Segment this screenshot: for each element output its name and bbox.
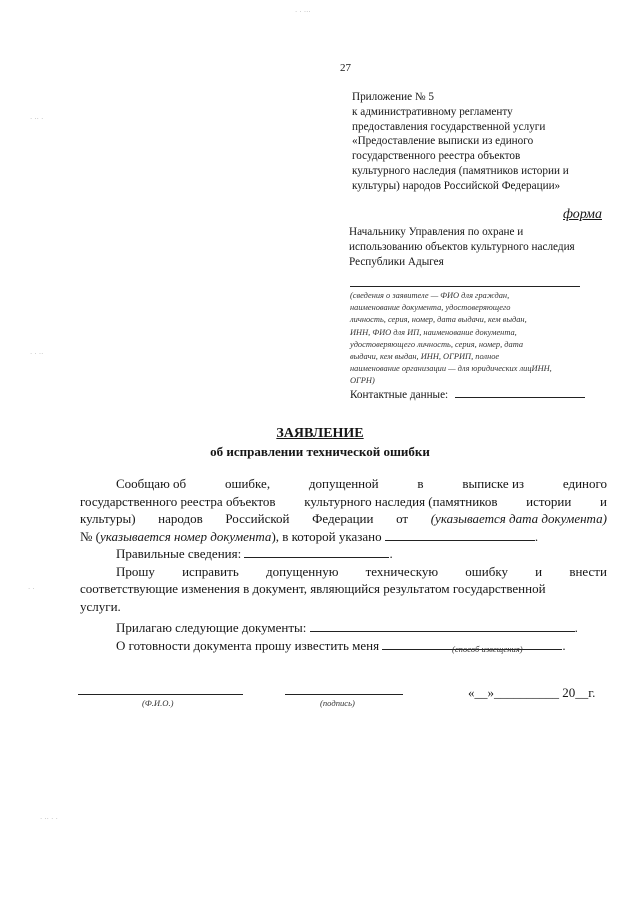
- sender-hint-line: (сведения о заявителе — ФИО для граждан,: [350, 291, 510, 300]
- word: внести: [569, 563, 607, 579]
- sender-hint-line: личность, серия, номер, дата выдачи, кем выдан,: [350, 315, 527, 325]
- notify-label: О готовности документа прошу известить меня: [116, 637, 380, 653]
- fio-hint: (Ф.И.О.): [142, 698, 174, 708]
- appendix-line: к административному регламенту: [352, 105, 513, 118]
- word: культурного наследия (памятников: [304, 493, 498, 509]
- date-field[interactable]: «__»__________ 20__г.: [468, 685, 596, 700]
- recipient-line: Начальнику Управления по охране и: [349, 226, 524, 238]
- document-body: [80, 475, 607, 654]
- body-line: № (указывается номер документа), в которой указано .: [80, 528, 539, 544]
- body-line: [80, 510, 607, 528]
- contacts-field[interactable]: [455, 386, 585, 398]
- body-line: [80, 493, 607, 511]
- appendix-line: культурного наследия (памятников истории и: [352, 164, 569, 177]
- body-line: О готовности документа прошу известить меня .: [116, 637, 566, 653]
- word: Федерации: [312, 511, 374, 526]
- attach-label: Прилагаю следующие документы:: [116, 620, 307, 635]
- word: и: [535, 563, 543, 579]
- word: допущенной: [308, 476, 379, 491]
- word: культуры): [80, 511, 136, 526]
- form-label: форма: [563, 207, 602, 222]
- word: Прошу: [116, 563, 155, 579]
- sender-hint-block: [350, 290, 552, 388]
- scan-speck: · ·· ·: [30, 115, 44, 123]
- word: ошибке,: [224, 476, 271, 491]
- word: и: [600, 493, 607, 509]
- word: от: [396, 511, 409, 526]
- word: допущенную: [265, 563, 339, 579]
- appendix-line: «Предоставление выписки из единого: [352, 135, 534, 148]
- appendix-line: культуры) народов Российской Федерации»: [352, 179, 561, 192]
- body-line: Прилагаю следующие документы: .: [116, 620, 578, 635]
- scan-speck: · · ···: [295, 8, 311, 16]
- document-title: ЗАЯВЛЕНИЕ: [276, 426, 364, 441]
- word: соответствующие изменения в документ, являющийся результатом государственной: [80, 581, 546, 596]
- word: Сообщаю об: [116, 476, 187, 491]
- contacts-label: Контактные данные:: [350, 389, 449, 401]
- text: № (: [80, 528, 100, 544]
- word: в: [417, 476, 424, 491]
- scan-speck: · ·· · ·: [40, 815, 58, 823]
- sender-field-line[interactable]: [350, 286, 580, 287]
- word: техническую: [365, 563, 439, 579]
- word: ошибку: [465, 563, 508, 579]
- scan-speck: · · ··: [30, 350, 44, 358]
- sender-hint-line: наименование документа, удостоверяющего: [350, 303, 511, 313]
- word: Российской: [225, 511, 290, 526]
- word: исправить: [182, 563, 239, 579]
- sender-hint-line: выдачи, кем выдан, ИНН, ОГРИП, полное: [350, 352, 500, 362]
- body-line: [80, 580, 607, 598]
- recipient-block: [349, 225, 575, 269]
- recipient-line: Республики Адыгея: [349, 255, 444, 268]
- appendix-line: Приложение № 5: [352, 91, 434, 103]
- notify-hint: (способ извещения): [452, 644, 523, 654]
- indicated-field[interactable]: [385, 529, 535, 541]
- correct-info-field[interactable]: [244, 546, 389, 558]
- appendix-line: государственного реестра объектов: [352, 150, 521, 163]
- word: народов: [158, 511, 203, 526]
- document-subtitle: об исправлении технической ошибки: [210, 444, 430, 459]
- scan-speck: · ·: [28, 585, 35, 593]
- attach-field[interactable]: [310, 620, 575, 632]
- sender-hint-line: ОГРН): [350, 376, 375, 386]
- appendix-block: [352, 90, 569, 194]
- body-line: [80, 563, 607, 581]
- signature-field-line[interactable]: [285, 694, 403, 695]
- sender-hint-line: удостоверяющего личность, серия, номер, дата: [350, 339, 524, 349]
- correct-info-label: Правильные сведения:: [116, 546, 242, 561]
- recipient-line: использованию объектов культурного наследия: [349, 240, 575, 253]
- sender-hint-line: ИНН, ФИО для ИП, наименование документа,: [350, 327, 517, 337]
- contacts-row: [350, 386, 585, 401]
- text: ), в которой указано: [271, 528, 382, 544]
- appendix-line: предоставления государственной услуги: [352, 120, 546, 133]
- fio-field-line[interactable]: [78, 694, 243, 695]
- signature-hint: (подпись): [320, 698, 355, 708]
- body-line: [80, 475, 607, 493]
- word: выписке из: [462, 476, 525, 491]
- word: государственного реестра объектов: [80, 493, 276, 509]
- sender-hint-line: наименование организации — для юридических лицИНН,: [350, 364, 552, 374]
- body-line: Правильные сведения: .: [116, 546, 393, 561]
- body-line: услуги.: [80, 598, 121, 614]
- word: истории: [526, 493, 572, 509]
- page-number: 27: [340, 62, 351, 74]
- number-placeholder: указывается номер документа: [99, 528, 272, 544]
- date-placeholder: (указывается дата документа): [430, 511, 607, 526]
- word: единого: [562, 476, 607, 491]
